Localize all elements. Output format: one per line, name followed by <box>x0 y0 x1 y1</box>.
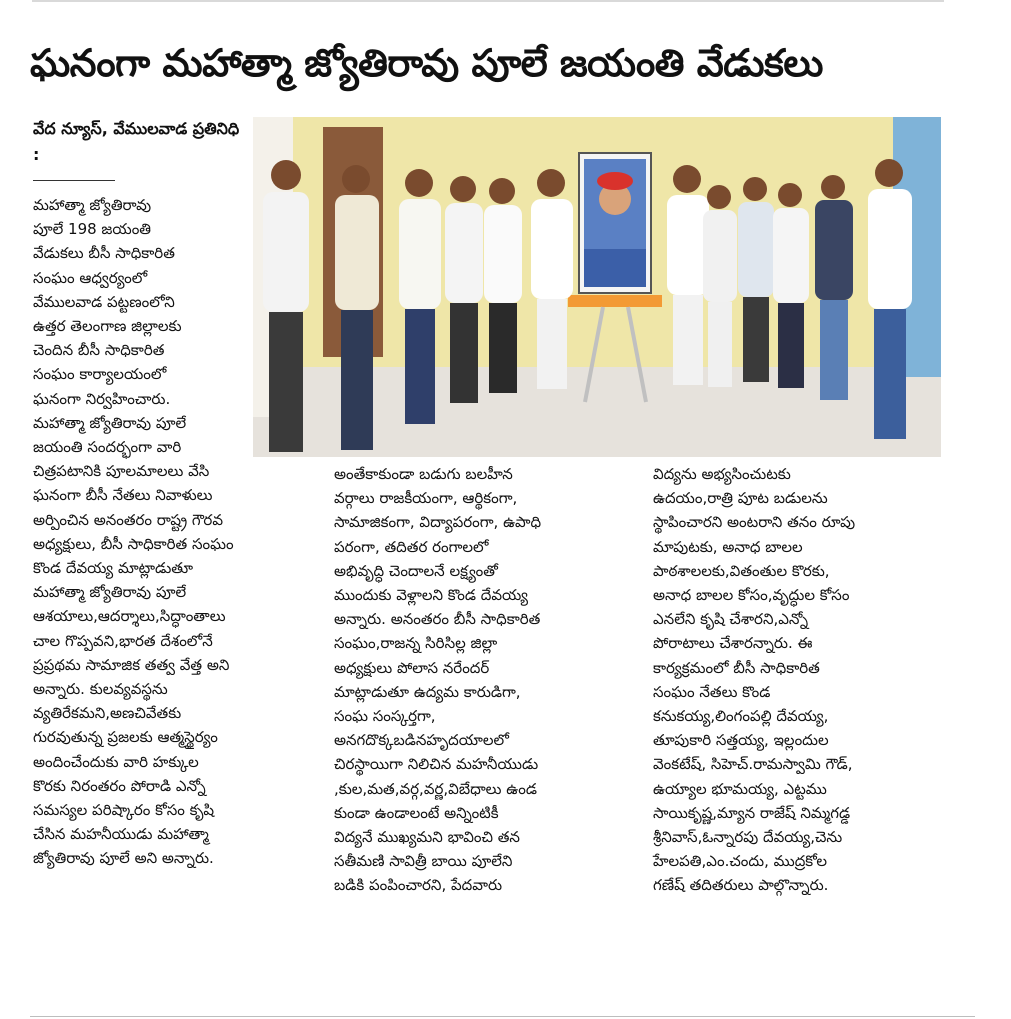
photo-table <box>568 295 662 307</box>
article-column-1-text: మహాత్మా జ్యోతిరావు పూలే 198 జయంతి వేడుకలు బీసీ సాధికారిత సంఘం ఆధ్వర్యంలో వేములవాడ పట్టణంలోని ఉత్తర తెలంగాణ జిల్లాలకు చెందిన బీసీ సాధికారిత సంఘం కార్యాలయంలో ఘనంగా నిర్వహించారు. మహాత్మా జ్యోతిరావు పూలే జయంతి సందర్భంగా వారి చిత్రపటానికి పూలమాలలు వేసి ఘనంగా బీసీ నేతలు నివాళులు అర్పించిన అనంతరం రాష్ట్ర గౌరవ అధ్యక్షులు, బీసీ సాధికారిత సంఘం కొండ దేవయ్య మాట్లాడుతూ మహాత్మా జ్యోతిరావు పూలే ఆశయాలు,ఆదర్శాలు,సిద్ధాంతాలు చాల గొప్పవని,భారత దేశంలోనే ప్రప్రథమ సామాజిక తత్వ వేత్త అని అన్నారు. కులవ్యవస్థను వ్యతిరేకమని,అణచివేతకు గురవుతున్న ప్రజలకు ఆత్మస్థైర్యం అందించేందుకు వారి హక్కుల కొరకు నిరంతరం పోరాడి ఎన్నో సమస్యల పరిష్కారం కోసం కృషి చేసిన మహనీయుడు మహాత్మా జ్యోతిరావు పూలే అని అన్నారు. <box>33 196 234 868</box>
bottom-rule <box>30 1016 975 1017</box>
event-photo <box>253 117 941 457</box>
byline-rule <box>33 180 115 181</box>
article-column-1 <box>33 193 323 871</box>
event-photo-illustration <box>253 117 941 457</box>
article-column-2 <box>334 462 644 898</box>
article-column-2-text: అంతేకాకుండా బడుగు బలహీన వర్గాలు రాజకీయంగా, ఆర్థికంగా, సామాజికంగా, విద్యాపరంగా, ఉపాధి పరంగా, తదితర రంగాలలో అభివృద్ధి చెందాలనే లక్ష్యంతో ముందుకు వెళ్లాలని కొండ దేవయ్య అన్నారు. అనంతరం బీసీ సాధికారిత సంఘం,రాజన్న సిరిసిల్ల జిల్లా అధ్యక్షులు పోలాస నరేందర్ మాట్లాడుతూ ఉద్యమ కారుడిగా, సంఘ సంస్కర్తగా, అనగదొక్కబడినహృదయాలలో చిరస్థాయిగా నిలిచిన మహనీయుడు ,కుల,మత,వర్గ,వర్ణ,విబేధాలు ఉండ కుండా ఉండాలంటే అన్నింటికీ విద్యనే ముఖ్యమని భావించి తన సతీమణి సావిత్రీ బాయి పూలేని బడికి పంపించారని, పేదవారు <box>334 465 542 895</box>
headline: ఘనంగా మహాత్మా జ్యోతిరావు పూలే జయంతి వేడుకలు <box>30 41 823 85</box>
article-column-3-text: విద్యను అభ్యసించుటకు ఉదయం,రాత్రి పూట బడులను స్థాపించారని అంటరాని తనం రూపు మాపుటకు, అనాధ బాలల పాఠశాలలకు,వితంతుల కొరకు, అనాధ బాలల కోసం,వృద్ధుల కోసం ఎనలేని కృషి చేశారని,ఎన్నో పోరాటాలు చేశారన్నారు. ఈ కార్యక్రమంలో బీసీ సాధికారిత సంఘం నేతలు కొండ కనుకయ్య,లింగంపల్లి దేవయ్య, తూపుకారి సత్తయ్య, ఇల్లందుల వెంకటేష్, సిహెచ్.రామస్వామి గౌడ్, ఉయ్యాల భూమయ్య, ఎట్టము సాయికృష్ణ,మ్యాన రాజేష్ నిమ్మగడ్డ శ్రీనివాస్,ఓన్నారపు దేవయ్య,చెను హేలపతి,ఎం.చందు, ముద్రకోల గణేష్ తదితరులు పాల్గొన్నారు. <box>653 465 856 895</box>
byline: వేద న్యూస్, వేములవాడ ప్రతినిధి : <box>33 119 240 164</box>
article-column-3 <box>653 462 953 898</box>
top-rule <box>32 0 944 2</box>
